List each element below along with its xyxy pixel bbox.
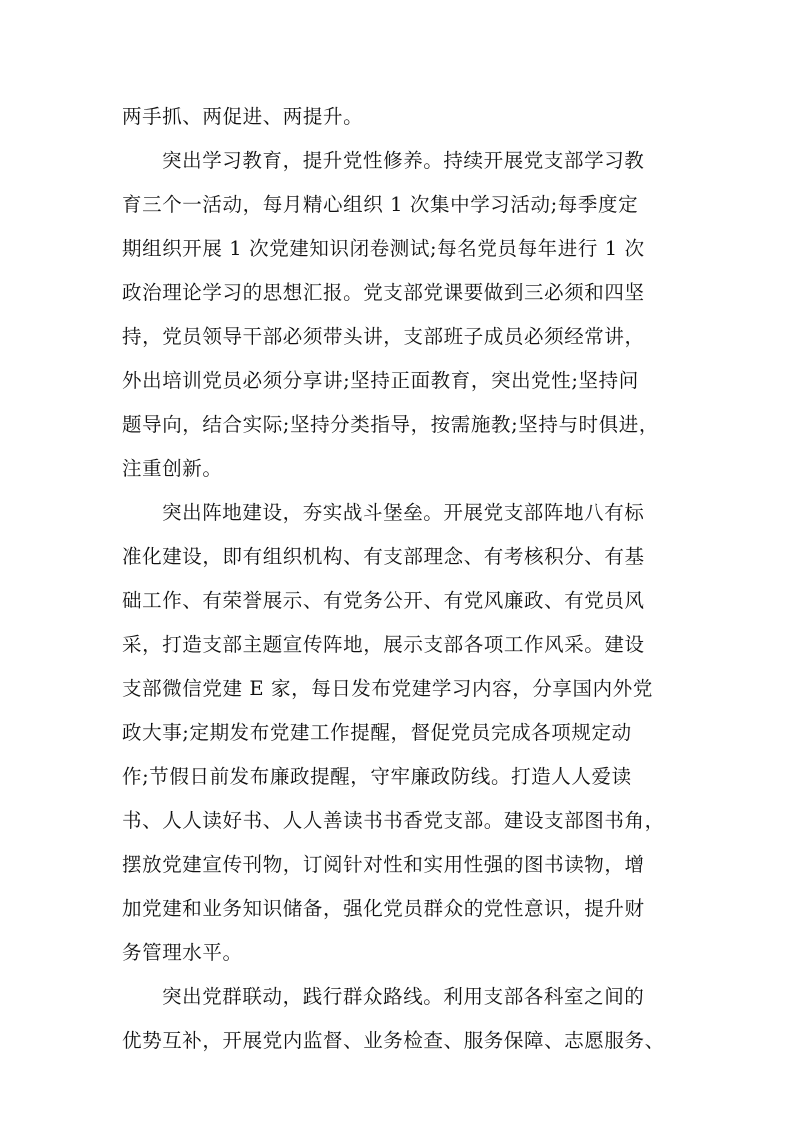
text-line: 作;节假日前发布廉政提醒，守牢廉政防线。打造人人爱读: [122, 765, 632, 788]
text-line: 支部微信党建 E 家，每日发布党建学习内容，分享国内外党: [122, 677, 653, 700]
text-line: 础工作、有荣誉展示、有党务公开、有党风廉政、有党员风: [122, 589, 645, 612]
text-line: 准化建设，即有组织机构、有支部理念、有考核积分、有基: [122, 545, 645, 568]
text-line: 书、人人读好书、人人善读书书香党支部。建设支部图书角，: [122, 809, 665, 832]
text-line: 优势互补，开展党内监督、业务检查、服务保障、志愿服务、: [122, 1029, 665, 1052]
text-line: 务管理水平。: [122, 941, 243, 964]
text-line: 政治理论学习的思想汇报。党支部党课要做到三必须和四坚: [122, 281, 645, 304]
text-line: 期组织开展 1 次党建知识闭卷测试;每名党员每年进行 1 次: [122, 237, 645, 260]
text-line: 育三个一活动，每月精心组织 1 次集中学习活动;每季度定: [122, 193, 639, 216]
text-line: 两手抓、两促进、两提升。: [122, 105, 364, 128]
text-line: 采，打造支部主题宣传阵地，展示支部各项工作风采。建设: [122, 633, 645, 656]
paragraph-first-line: 突出党群联动，践行群众路线。利用支部各科室之间的: [162, 985, 645, 1008]
paragraph-first-line: 突出阵地建设，夯实战斗堡垒。开展党支部阵地八有标: [162, 501, 645, 524]
text-line: 政大事;定期发布党建工作提醒，督促党员完成各项规定动: [122, 721, 632, 744]
paragraph-first-line: 突出学习教育，提升党性修养。持续开展党支部学习教: [162, 149, 645, 172]
text-line: 摆放党建宣传刊物，订阅针对性和实用性强的图书读物，增: [122, 853, 645, 876]
text-line: 注重创新。: [122, 457, 223, 480]
text-line: 持，党员领导干部必须带头讲，支部班子成员必须经常讲，: [122, 325, 645, 348]
text-line: 题导向，结合实际;坚持分类指导，按需施教;坚持与时俱进，: [122, 413, 659, 436]
text-line: 加党建和业务知识储备，强化党员群众的党性意识，提升财: [122, 897, 645, 920]
text-line: 外出培训党员必须分享讲;坚持正面教育，突出党性;坚持问: [122, 369, 639, 392]
